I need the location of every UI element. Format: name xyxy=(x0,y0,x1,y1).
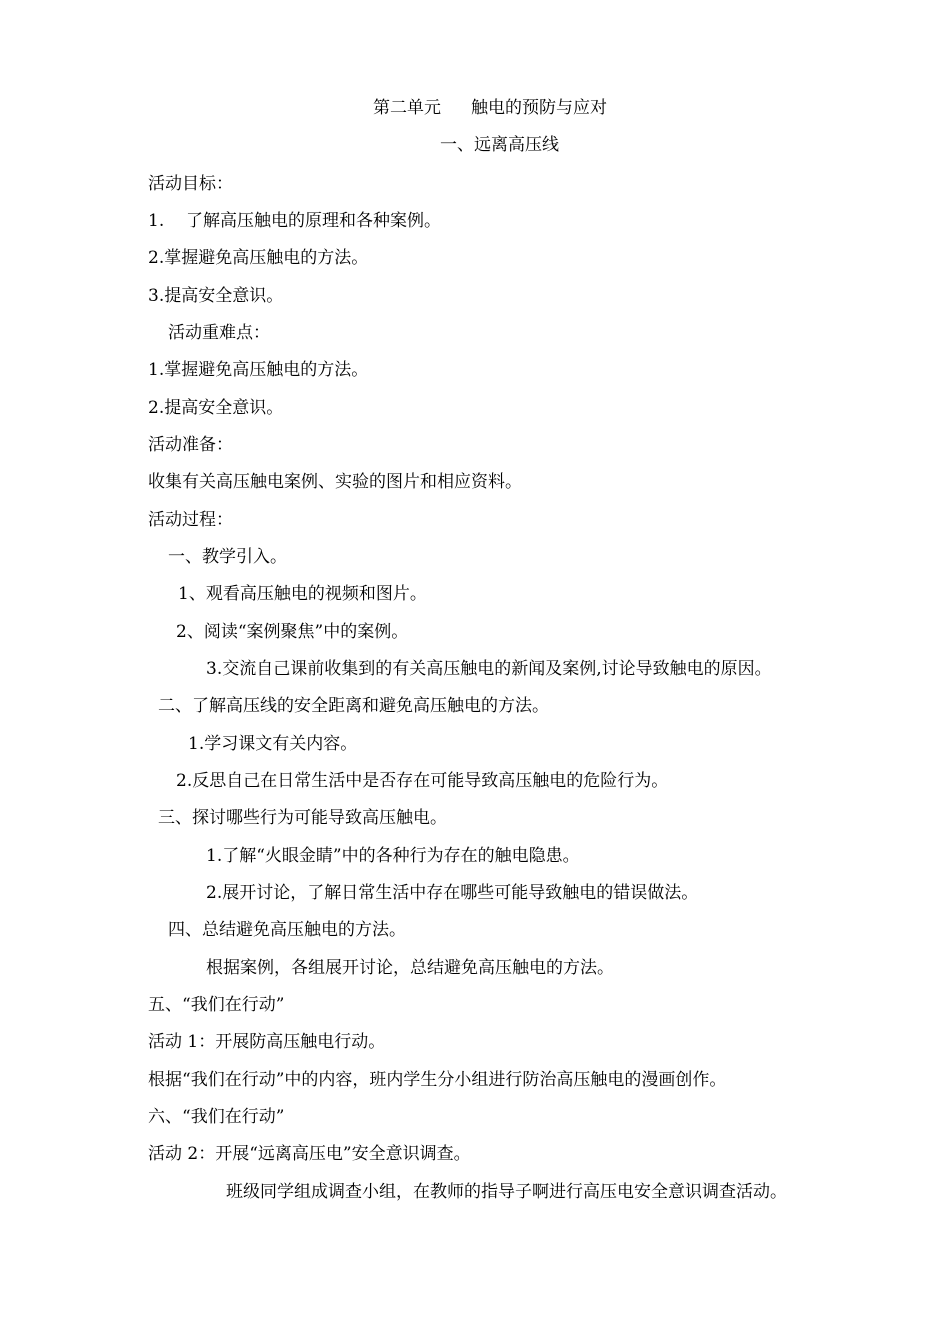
process-section-3-step-2: 2.展开讨论，了解日常生活中存在哪些可能导致触电的错误做法。 xyxy=(206,883,699,903)
process-section-2: 二、了解高压线的安全距离和避免高压触电的方法。 xyxy=(158,696,549,716)
process-section-1-step-2: 2、阅读“案例聚焦”中的案例。 xyxy=(176,622,409,642)
objective-item-3: 3.提高安全意识。 xyxy=(148,286,284,306)
unit-title xyxy=(373,97,607,119)
process-section-4-text: 根据案例，各组展开讨论，总结避免高压触电的方法。 xyxy=(206,958,614,978)
process-section-6: 六、“我们在行动” xyxy=(148,1107,285,1127)
activity-2-title: 活动 2：开展“远离高压电”安全意识调查。 xyxy=(148,1144,471,1164)
process-section-3: 三、探讨哪些行为可能导致高压触电。 xyxy=(158,808,447,828)
process-section-4: 四、总结避免高压触电的方法。 xyxy=(168,920,406,940)
process-heading: 活动过程： xyxy=(148,510,233,530)
process-section-1-step-1: 1、观看高压触电的视频和图片。 xyxy=(178,584,427,604)
activity-1-text: 根据“我们在行动”中的内容，班内学生分小组进行防治高压触电的漫画创作。 xyxy=(148,1070,727,1090)
process-section-3-step-1: 1.了解“火眼金睛”中的各种行为存在的触电隐患。 xyxy=(206,846,580,866)
unit-label: 第二单元 xyxy=(373,98,441,118)
process-section-1-step-3: 3.交流自己课前收集到的有关高压触电的新闻及案例,讨论导致触电的原因。 xyxy=(206,659,772,679)
process-section-1: 一、教学引入。 xyxy=(168,547,287,567)
key-point-item-1: 1.掌握避免高压触电的方法。 xyxy=(148,360,369,380)
process-section-5: 五、“我们在行动” xyxy=(148,995,285,1015)
activity-2-text: 班级同学组成调查小组，在教师的指导子啊进行高压电安全意识调查活动。 xyxy=(226,1182,787,1202)
preparation-heading: 活动准备： xyxy=(148,435,233,455)
activity-1-title: 活动 1：开展防高压触电行动。 xyxy=(148,1032,386,1052)
preparation-text: 收集有关高压触电案例、实验的图片和相应资料。 xyxy=(148,472,522,492)
objective-item-1-number: 1. xyxy=(148,211,165,231)
process-section-2-step-2: 2.反思自己在日常生活中是否存在可能导致高压触电的危险行为。 xyxy=(176,771,669,791)
key-point-item-2: 2.提高安全意识。 xyxy=(148,398,284,418)
process-section-2-step-1: 1.学习课文有关内容。 xyxy=(188,734,358,754)
objective-item-2: 2.掌握避免高压触电的方法。 xyxy=(148,248,369,268)
objectives-heading: 活动目标： xyxy=(148,174,233,194)
unit-topic: 触电的预防与应对 xyxy=(471,98,607,118)
key-points-heading: 活动重难点： xyxy=(168,323,270,343)
lesson-title: 一、远离高压线 xyxy=(440,135,559,155)
objective-item-1 xyxy=(148,210,441,232)
objective-item-1-text: 了解高压触电的原理和各种案例。 xyxy=(186,211,441,231)
